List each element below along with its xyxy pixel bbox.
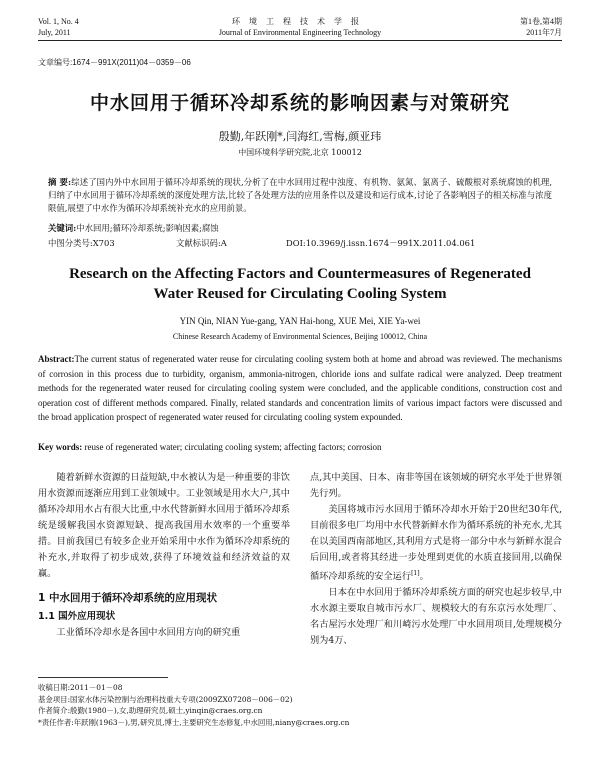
body-paragraph: 日本在中水回用于循环冷却系统方面的研究也起步较早,中水水源主要取自城市污水厂、规模较大的有东京污水处理厂、名古屋污水处理厂和川崎污水处理厂中水回用项目,处理规模分别为4万、 bbox=[310, 587, 562, 647]
body-column-left bbox=[38, 470, 290, 641]
keywords-zh bbox=[48, 222, 552, 235]
keywords-en-text: reuse of regenerated water; circulating cooling system; affecting factors; corrosion bbox=[84, 442, 382, 452]
article-number: 文章编号:1674－991X(2011)04－0359－06 bbox=[38, 58, 191, 67]
title-en bbox=[0, 264, 600, 304]
journal-name-zh: 环境工程技术学报 bbox=[232, 17, 368, 26]
body-paragraph: 点,其中美国、日本、南非等国在该领域的研究水平处于世界领先行列。 bbox=[310, 472, 562, 499]
issue-date-zh: 2011年7月 bbox=[526, 28, 562, 37]
affiliation-zh: 中国环境科学研究院,北京 100012 bbox=[238, 148, 362, 157]
keywords-zh-text: 中水回用;循环冷却系统;影响因素;腐蚀 bbox=[76, 223, 219, 233]
authors-en: YIN Qin, NIAN Yue-gang, YAN Hai-hong, XUE Mei, XIE Ya-wei bbox=[179, 316, 421, 326]
running-header-center bbox=[160, 16, 440, 38]
journal-name-en: Journal of Environmental Engineering Technology bbox=[218, 28, 382, 37]
affiliation-en: Chinese Research Academy of Environmental Sciences, Beijing 100012, China bbox=[172, 332, 428, 341]
subsection-heading: 1.1 国外应用现状 bbox=[38, 611, 116, 622]
footnote-rule bbox=[38, 677, 168, 678]
title-en-line2: Water Reused for Circulating Cooling System bbox=[153, 286, 447, 302]
clc-number: 中图分类号:X703 bbox=[48, 238, 115, 248]
corresponding-author: *责任作者:年跃刚(1963－),男,研究员,博士,主要研究生态修复,中水回用,niany@craes.org.cn bbox=[38, 717, 350, 727]
body-column-right bbox=[310, 470, 562, 649]
citation-ref: [1] bbox=[411, 570, 420, 577]
title-en-line1: Research on the Affecting Factors and Countermeasures of Regenerated bbox=[69, 266, 531, 282]
issue-date: July, 2011 bbox=[38, 28, 71, 37]
body-paragraph bbox=[310, 502, 562, 585]
classification-line bbox=[48, 237, 568, 250]
title-zh: 中水回用于循环冷却系统的影响因素与对策研究 bbox=[89, 92, 510, 114]
abstract-en-text: The current status of regenerated water reuse for circulating cooling system both at home and abroad was reviewed. The mechanisms of corrosion in this process due to turbidity, organism, ammonia-nitrogen, chloride ions and sulfate radical were analyzed. Deep treatment methods for the regenerated water reused for circulating cooling system were concluded, and the applicable conditions, construction cost and operation cost of different methods compared. Finally, related standards and concentration limits of various impact factors were discussed and the broad application prospect of regenerated water reused for circulating cooling system expounded. bbox=[38, 354, 562, 422]
section-heading: 1 中水回用于循环冷却系统的应用现状 bbox=[38, 592, 217, 604]
author-bio: 作者简介:殷勤(1980－),女,助理研究员,硕士,yinqin@craes.org.cn bbox=[38, 706, 263, 715]
volume-issue: Vol. 1, No. 4 bbox=[38, 17, 79, 26]
abstract-en bbox=[38, 352, 562, 425]
body-paragraph: 随着新鲜水资源的日益短缺,中水被认为是一种重要的非饮用水资源而逐渐应用到工业领域中。工业领域是用水大户,其中循环冷却用水占有很大比重,中水代替新鲜水回用于循环冷却系统是缓解我国水资源短缺、提高我国用水效率的一个重要举措。目前我国已有较多企业开始采用中水作为循环冷却系统的补充水,并取得了初步成效,获得了环境效益和经济效益的双赢。 bbox=[38, 472, 290, 579]
abstract-zh-label: 摘 要: bbox=[48, 177, 72, 187]
document-code: 文献标识码:A bbox=[176, 238, 227, 248]
received-date: 收稿日期:2011－01－08 bbox=[38, 683, 123, 692]
body-paragraph: 工业循环冷却水是各国中水回用方向的研究重 bbox=[56, 627, 241, 638]
volume-issue-zh: 第1卷,第4期 bbox=[520, 17, 562, 26]
abstract-zh bbox=[48, 176, 552, 215]
keywords-en bbox=[38, 440, 562, 454]
doi: DOI:10.3969/j.issn.1674－991X.2011.04.061 bbox=[286, 238, 476, 248]
fund-project: 基金项目:国家水体污染控制与治理科技重大专项(2009ZX07208－006－02) bbox=[38, 694, 293, 704]
abstract-zh-text: 综述了国内外中水回用于循环冷却系统的现状,分析了在中水回用过程中浊度、有机物、氨氮、氯离子、硫酸根对系统腐蚀的机理,归纳了中水回用于循环冷却系统的深度处理方法,比较了各处理方法的应用条件以及建设和运行成本,讨论了各影响因子的相关标准与浓度限值,展望了中水作为循环冷却系统补充水的应用前景。 bbox=[48, 177, 552, 213]
body-paragraph-end: 。 bbox=[419, 571, 429, 583]
authors-zh: 殷勤,年跃刚*,闫海红,雪梅,颜亚玮 bbox=[218, 130, 382, 143]
running-header-left bbox=[38, 16, 79, 38]
header-rule bbox=[38, 40, 562, 41]
abstract-en-label: Abstract: bbox=[38, 354, 75, 364]
keywords-en-label: Key words: bbox=[38, 442, 83, 452]
running-header-right bbox=[520, 16, 562, 38]
body-paragraph-text: 美国将城市污水回用于循环冷却水开始于20世纪30年代,目前很多电厂均用中水代替新鲜水作为循环系统的补充水,尤其在以美国西南部地区,其利用方式是将一部分中水与新鲜水混合后回用,或者将其经进一步处理到更优的水质直接回用,以确保循环冷却系统的安全运行 bbox=[310, 504, 562, 583]
footnotes bbox=[38, 682, 562, 728]
keywords-zh-label: 关键词: bbox=[48, 223, 77, 233]
